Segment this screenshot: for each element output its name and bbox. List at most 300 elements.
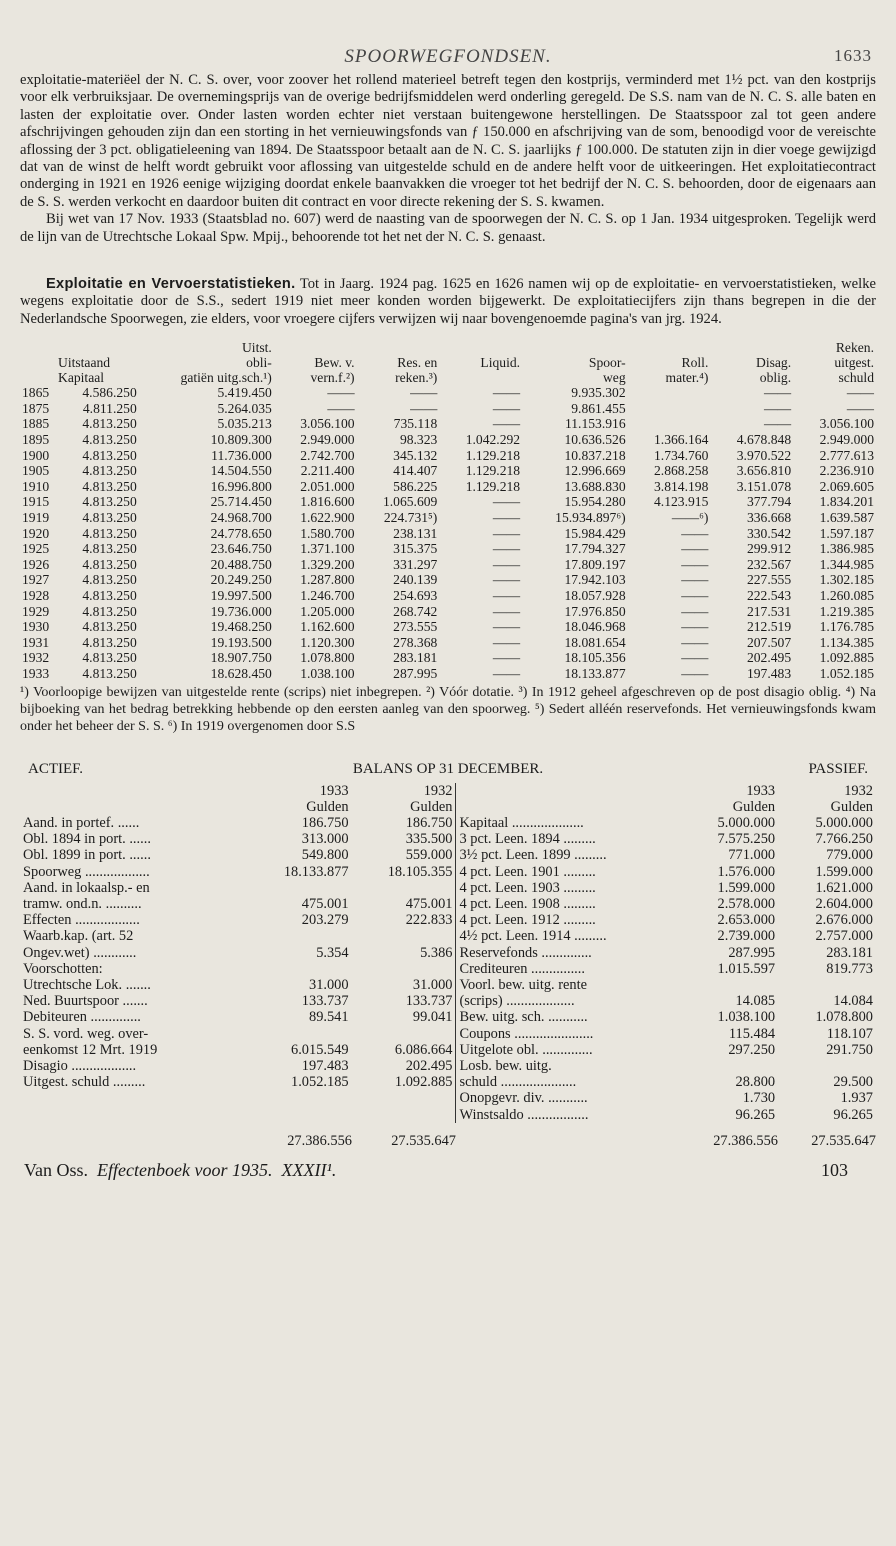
balance-item-value: 283.181 [826,944,873,961]
value-cell: —— [492,634,521,650]
stats-header-cell: Disag. [756,355,792,371]
balance-item-label: Disagio .................. [23,1058,137,1075]
balance-item-label: Waarb.kap. (art. 52 [23,928,134,945]
balance-row [456,1074,876,1090]
unit-header: Gulden [830,798,873,815]
value-cell: 4.811.250 [82,400,137,416]
value-cell: —— [492,525,521,541]
stats-header-cell [710,340,793,355]
balance-item-value: 1.015.597 [717,960,776,977]
value-cell: 232.567 [746,556,792,572]
value-cell: 1.329.200 [300,556,355,572]
stats-header-cell [628,340,711,355]
year-cell: 1900 [22,447,50,463]
balance-row [20,847,455,863]
document-page [20,0,876,1186]
value-cell: —— [492,619,521,635]
stats-header-cell: Uitst. [241,340,272,356]
value-cell: —— [681,634,709,650]
balance-row [456,1042,876,1058]
balance-row [456,831,876,847]
balance-item-value [678,977,778,993]
balance-row [20,880,455,896]
value-cell: 5.419.450 [217,385,272,401]
balance-sheet-title: BALANS OP 31 DECEMBER. [352,760,544,777]
stats-header-cell: Spoor- [588,355,626,371]
balance-item-value: 1.038.100 [717,1009,776,1026]
balance-item-value: 779.000 [826,847,873,864]
section-paragraph [20,276,876,328]
value-cell: 212.519 [746,619,792,635]
balance-row [456,847,876,863]
value-cell: 18.057.928 [564,588,626,603]
table-row [20,479,876,495]
table-row [20,650,876,666]
value-cell: ——⁶) [671,510,709,526]
stats-header-cell: Roll. [681,355,709,371]
balance-row [456,815,876,831]
balance-item-value [248,1026,352,1042]
page-number: 1633 [834,46,872,65]
balance-row [456,977,876,993]
balance-item-value: 1.599.000 [717,879,776,896]
value-cell: 4.813.250 [82,463,137,479]
value-cell: —— [492,556,521,572]
year-cell: 1931 [22,634,50,650]
intro-paragraph-1: exploitatie-materiëel der N. C. S. over, voor zoover het rollend materieel betreft tegen den kostprijs, verminderd met 1½ pct. van den kostprijs voor elk verbruiksjaar. De overnemingsprijs van de overige bedrijfsmiddelen werd onderling geregeld. De S.S. nam van de N. C. S. alle baten en lasten der exploitatie over. Onder lasten worden echter niet verstaan buitengewone herstellingen. De Staatsspoor zal tot geen andere afschrijvingen gehouden zijn dan een storting in het vernieuwingsfonds van ƒ 150.000 en afschrijving van de som, benoodigd voor de vereischte aflossing der 3 pct. obligatieleening van 1894. De Staatsspoor betaalt aan de N. C. S. jaarlijks ƒ 100.000. De statuten zijn in dier voege gewijzigd dat van de winst de helft wordt gebruikt voor aflossing van uitgestelde schuld en de andere helft voor de uitkeeringen. Het exploitatiecontract onderging in 1921 en 1926 eenige wijziging doordat enkele baanvakken die vroeger tot het bedrijf der N. C. S. behoorden, door de eigenaars aan de S. S. werden verkocht en daardoor buiten dit contract en voor directe rekening der S. S. kwamen. [20,72,876,210]
section-title: Exploitatie en Vervoerstatistieken. [46,276,296,293]
balance-item-value: 475.001 [301,895,349,912]
balance-item-label: (scrips) ................... [459,993,575,1010]
balance-item-value: 7.766.250 [815,831,873,848]
value-cell: —— [492,650,521,666]
year-cell: 1927 [22,572,50,588]
value-cell: 268.742 [393,603,438,619]
value-cell: 202.495 [746,650,792,666]
stats-header-cell: oblig. [759,370,792,386]
table-row [20,619,876,635]
balance-item-value: 203.279 [301,912,349,929]
stats-header-row [20,370,876,385]
value-cell: 1.092.885 [819,650,874,666]
balance-item-value: 5.354 [316,944,349,961]
balance-row [20,977,455,993]
stats-header-cell [522,340,628,355]
value-cell: —— [492,541,521,557]
value-cell [628,416,711,432]
value-cell: 1.042.292 [465,432,521,448]
balance-item-label: Coupons ...................... [459,1025,594,1042]
table-row [20,494,876,510]
balance-item-value: 1.092.885 [394,1074,453,1091]
balance-item-value: 118.107 [826,1025,873,1042]
value-cell: 15.934.897⁶) [555,510,626,526]
year-cell: 1930 [22,619,50,635]
value-cell: 24.778.650 [210,525,272,541]
balance-item-label: Crediteuren ............... [459,960,585,977]
balance-item-value: 559.000 [405,847,453,864]
value-cell: 4.813.250 [82,541,137,557]
balance-item-value: 335.500 [405,831,453,848]
value-cell: —— [681,588,709,603]
balance-item-label: Ongev.wet) ............ [23,944,137,961]
balance-item-value [352,928,456,944]
balance-item-value [352,961,456,977]
balance-item-value: 133.737 [405,993,453,1010]
value-cell: 2.236.910 [819,463,874,479]
value-cell: —— [492,572,521,588]
value-cell: 1.134.385 [819,634,874,650]
value-cell: 1.622.900 [300,510,355,526]
year-cell: 1933 [22,665,50,681]
balance-item-value [352,1026,456,1042]
balance-item-value: 96.265 [735,1106,776,1123]
balance-item-value: 31.000 [412,977,453,993]
value-cell: 1.078.800 [300,650,355,666]
balance-row [456,1026,876,1042]
value-cell: —— [492,510,521,526]
actief-column [20,783,455,1123]
value-cell: 4.586.250 [82,385,137,401]
value-cell: 4.813.250 [82,588,137,603]
value-cell: 18.081.654 [564,634,626,650]
footer-publisher: Van Oss. [24,1159,89,1180]
value-cell: 5.035.213 [217,416,272,432]
balance-row [456,993,876,1009]
empty-cell [456,799,678,815]
value-cell: 12.996.669 [564,463,626,479]
stats-header-cell: vern.f.²) [310,370,355,386]
balance-item-value: 1.576.000 [717,863,776,880]
value-cell: 1.260.085 [819,588,874,603]
running-header [20,46,876,72]
stats-header-cell: obli- [246,355,272,371]
stats-header-cell [20,340,56,355]
value-cell: 4.813.250 [82,525,137,541]
balance-item-value: 771.000 [728,847,776,864]
year-cell: 1926 [22,556,50,572]
value-cell: 13.688.830 [564,478,626,494]
stats-header-cell: Uitstaand [58,355,111,371]
value-cell: 197.483 [746,665,792,681]
value-cell: —— [681,572,709,588]
value-cell: 23.646.750 [210,541,272,557]
balance-item-value: 1.937 [840,1090,873,1107]
balance-item-value: 2.578.000 [717,895,776,912]
value-cell: —— [681,619,709,635]
balance-item-value: 7.575.250 [717,831,776,848]
value-cell: 20.249.250 [210,572,272,588]
balance-row [456,1090,876,1106]
value-cell: 11.736.000 [211,447,272,463]
table-row [20,463,876,479]
value-cell [628,385,711,401]
value-cell: 4.813.250 [82,650,137,666]
value-cell: 4.813.250 [82,665,137,681]
table-row [20,432,876,448]
value-cell: 1.129.218 [465,478,521,494]
value-cell: 20.488.750 [210,556,272,572]
value-cell: —— [492,400,521,416]
value-cell: 1.371.100 [300,541,355,557]
value-cell: 4.813.250 [82,494,137,510]
stats-header-cell: Bew. v. [314,355,355,371]
table-row [20,588,876,604]
value-cell: —— [763,400,792,416]
year-header: 1933 [319,782,349,799]
value-cell: 4.813.250 [82,603,137,619]
balance-item-value: 5.000.000 [815,814,873,831]
balance-row [456,961,876,977]
balance-item-value: 18.105.355 [387,863,453,880]
balance-row [456,1009,876,1025]
value-cell [628,401,711,417]
value-cell: 1.176.785 [819,619,874,635]
balance-item-label: 4 pct. Leen. 1901 ......... [459,863,596,880]
value-cell: —— [410,400,438,416]
stats-header-cell: schuld [838,370,874,386]
balance-row [456,912,876,928]
stats-header-cell: Kapitaal [58,370,105,386]
value-cell: 18.133.877 [564,665,626,681]
balance-item-value: 2.676.000 [815,912,873,929]
value-cell: 240.139 [393,572,438,588]
value-cell: 1.065.609 [382,494,438,510]
value-cell: 24.968.700 [210,510,272,526]
value-cell: —— [410,385,438,401]
value-cell: 224.731⁵) [383,510,438,526]
stats-header-cell [274,340,357,355]
value-cell: 3.656.810 [736,463,792,479]
value-cell: 735.118 [393,416,438,432]
balance-item-label: 3½ pct. Leen. 1899 ......... [459,847,607,864]
value-cell: 3.056.100 [300,416,355,432]
table-row [20,385,876,401]
value-cell: —— [492,665,521,681]
balance-item-label: Aand. in lokaalsp.- en [23,879,150,896]
balance-item-value: 14.085 [735,993,776,1010]
value-cell: 1.580.700 [300,525,355,541]
balance-item-value: 29.500 [833,1074,873,1091]
value-cell: —— [492,603,521,619]
table-row [20,635,876,651]
value-cell: 19.997.500 [210,588,272,603]
footer-page-number: 103 [821,1159,848,1180]
value-cell: 1.246.700 [300,588,355,603]
table-row [20,557,876,573]
balance-item-value: 1.730 [742,1090,776,1107]
value-cell: 1.344.985 [819,556,874,572]
value-cell: 1.052.185 [819,665,874,681]
balance-row [20,1074,455,1090]
value-cell: 17.809.197 [564,556,626,572]
value-cell: 11.153.916 [564,416,626,432]
year-cell: 1875 [22,400,50,416]
balance-item-label: Onopgevr. div. ........... [459,1090,588,1107]
balance-row [456,1107,876,1123]
value-cell: 3.814.198 [654,478,709,494]
table-row [20,572,876,588]
value-cell: —— [327,400,355,416]
value-cell: 1.597.187 [819,525,874,541]
value-cell: 10.809.300 [210,432,272,448]
balance-item-label: Uitgest. schuld ......... [23,1074,146,1091]
actief-total-1933: 27.386.556 [287,1132,352,1149]
footer-source [24,1160,336,1181]
balance-item-label: 4 pct. Leen. 1908 ......... [459,895,596,912]
year-header: 1932 [844,782,873,799]
balance-item-value: 1.621.000 [815,879,873,896]
value-cell: 17.794.327 [564,541,626,557]
balance-item-label: Obl. 1899 in port. ...... [23,847,151,864]
year-cell: 1932 [22,650,50,666]
value-cell: —— [681,541,709,557]
value-cell: 4.813.250 [82,447,137,463]
value-cell: 273.555 [393,619,438,635]
table-footnotes: ¹) Voorloopige bewijzen van uitgestelde rente (scrips) niet inbegrepen. ²) Vóór dotatie. ³) In 1912 geheel afgeschreven op de post disagio oblig. ⁴) Na bijboeking van het bedrag betrekking hebbende op den eersten aanleg van den spoorweg. ⁵) Sedert alléén reservefonds. Het vernieuwingsfonds kwam onder het beheer der S. S. ⁶) In 1919 overgenomen door S.S [20,684,876,734]
stats-header-cell: weg [602,370,626,386]
value-cell: 1.038.100 [300,665,355,681]
value-cell: 2.777.613 [819,447,874,463]
stats-header-cell [357,340,440,355]
table-row [20,401,876,417]
value-cell: 5.264.035 [217,400,272,416]
value-cell: —— [492,494,521,510]
table-row [20,604,876,620]
balance-row [20,831,455,847]
balance-item-value: 475.001 [405,895,453,912]
value-cell: 9.935.302 [571,385,626,401]
value-cell: —— [681,525,709,541]
balance-item-label: Effecten .................. [23,912,140,929]
value-cell: 2.051.000 [300,478,355,494]
year-header: 1933 [746,782,776,799]
value-cell: 2.742.700 [300,447,355,463]
balance-item-label: Reservefonds .............. [459,944,592,961]
passief-total-1932: 27.535.647 [811,1132,876,1149]
empty-cell [456,783,678,799]
table-row [20,416,876,432]
balance-item-value: 222.833 [405,912,453,929]
value-cell: 2.949.000 [300,432,355,448]
value-cell: 222.543 [746,588,792,603]
balance-item-value: 5.386 [420,944,453,961]
year-cell: 1905 [22,463,50,479]
balance-item-value: 197.483 [301,1058,349,1075]
value-cell: 19.468.250 [210,619,272,635]
value-cell: 336.668 [746,510,792,526]
balance-item-value [248,880,352,896]
empty-cell [20,783,248,799]
stats-header-cell: Liquid. [480,355,521,371]
unit-header-row [20,799,455,815]
stats-header-cell: mater.⁴) [665,370,709,386]
statistics-table [20,340,876,681]
balance-item-value: 133.737 [301,993,349,1010]
actief-label: ACTIEF. [28,760,84,777]
value-cell: 4.813.250 [82,510,137,526]
balance-item-value: 313.000 [301,831,349,848]
balance-row [20,912,455,928]
year-cell: 1915 [22,494,50,510]
balance-item-value: 18.133.877 [283,863,349,880]
value-cell: —— [327,385,355,401]
balance-row [20,993,455,1009]
value-cell: 1.834.201 [819,494,874,510]
value-cell: 3.151.078 [736,478,792,494]
balance-row [456,880,876,896]
balance-item-value: 1.078.800 [815,1009,873,1026]
value-cell: 19.736.000 [210,603,272,619]
value-cell: 414.407 [393,463,438,479]
value-cell: 330.542 [746,525,792,541]
year-cell: 1928 [22,588,50,603]
year-cell: 1895 [22,432,50,448]
balance-item-value: 202.495 [405,1058,453,1075]
balance-item-value: 2.739.000 [717,928,776,945]
value-cell: 4.123.915 [654,494,709,510]
value-cell: 10.837.218 [564,447,626,463]
value-cell: 217.531 [746,603,792,619]
balance-item-value: 99.041 [412,1009,453,1026]
table-row [20,541,876,557]
year-cell: 1925 [22,541,50,557]
balance-item-value: 287.995 [728,944,776,961]
value-cell: 299.912 [746,541,792,557]
value-cell: 2.069.605 [819,478,874,494]
balance-item-label: Winstsaldo ................. [459,1106,589,1123]
value-cell: 18.907.750 [210,650,272,666]
stats-header-cell: uitgest. [834,355,874,371]
table-row [20,666,876,682]
balance-item-value: 31.000 [309,977,349,993]
stats-header-cell [439,370,522,385]
year-cell: 1865 [22,385,50,401]
balance-item-value: 5.000.000 [717,814,776,831]
value-cell: —— [846,400,874,416]
balance-item-value: 14.084 [833,993,873,1010]
unit-header: Gulden [306,798,349,815]
value-cell: 3.970.522 [736,447,792,463]
balance-item-label: Bew. uitg. sch. ........... [459,1009,588,1026]
value-cell: 15.954.280 [564,494,626,510]
balance-item-value: 186.750 [301,814,349,831]
balance-item-value: 291.750 [826,1041,873,1058]
balance-row [20,928,455,944]
balance-item-label: Utrechtsche Lok. ....... [23,977,151,993]
balance-item-value: 28.800 [735,1074,776,1091]
balance-row [456,864,876,880]
balance-item-label: S. S. vord. weg. over- [23,1025,149,1042]
value-cell: 278.368 [393,634,438,650]
balance-item-label: Voorschotten: [23,960,103,977]
value-cell: 18.105.356 [564,650,626,666]
balance-item-value: 2.757.000 [815,928,873,945]
balance-row [20,945,455,961]
value-cell: 25.714.450 [210,494,272,510]
stats-header-cell: Res. en [397,355,438,371]
balance-item-label: Ned. Buurtspoor ....... [23,993,148,1010]
value-cell: —— [763,385,792,401]
balance-item-value: 2.604.000 [815,895,873,912]
balance-item-label: eenkomst 12 Mrt. 1919 [23,1041,158,1058]
value-cell: 1.287.800 [300,572,355,588]
table-row [20,526,876,542]
passief-total-1933: 27.386.556 [713,1132,778,1149]
stats-header-row [20,340,876,355]
value-cell: 1.386.985 [819,541,874,557]
running-title: SPOORWEGFONDSEN. [344,46,552,67]
